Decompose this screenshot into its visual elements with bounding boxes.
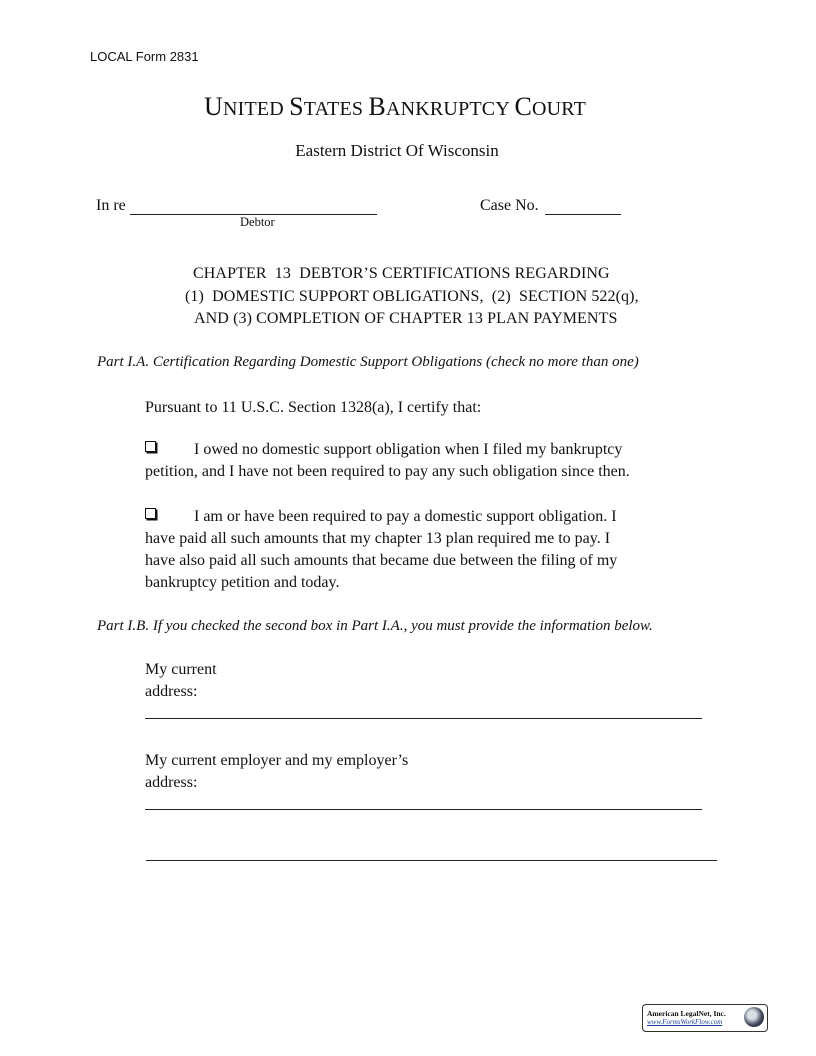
employer-address-field[interactable] xyxy=(145,809,702,810)
case-number-field[interactable] xyxy=(545,214,621,215)
option-dso-paid: I am or have been required to pay a domestic support obligation. I have paid all such amounts that my chapter 13 plan required me to pay. I have also paid all such amounts that became due between the filing of my bankruptcy petition and today. xyxy=(145,508,618,591)
badge-website-link[interactable]: www.FormsWorkFlow.com xyxy=(647,1018,723,1026)
globe-logo-icon xyxy=(744,1007,764,1027)
checkbox-dso-paid[interactable] xyxy=(145,508,156,519)
employer-address-field-2[interactable] xyxy=(146,860,717,861)
checkbox-no-dso[interactable] xyxy=(145,441,156,452)
badge-company: American LegalNet, Inc. xyxy=(647,1009,726,1018)
district-name: Eastern District Of Wisconsin xyxy=(295,141,499,160)
court-name: UNITED STATES BANKRUPTCY COURT xyxy=(203,92,587,121)
debtor-label: Debtor xyxy=(240,215,275,229)
part-1b-heading: Part I.B. If you checked the second box in Part I.A., you must provide the information below. xyxy=(97,618,653,634)
case-no-label: Case No. xyxy=(480,197,539,214)
american-legalnet-badge[interactable] xyxy=(642,1004,768,1032)
part-1a-heading: Part I.A. Certification Regarding Domestic Support Obligations (check no more than one) xyxy=(97,354,639,370)
form-title-line-1: CHAPTER 13 DEBTOR’S CERTIFICATIONS REGARDING xyxy=(193,265,610,282)
address-field[interactable] xyxy=(145,718,702,719)
option-no-dso: I owed no domestic support obligation when I filed my bankruptcy petition, and I have not been required to pay any such obligation since then. xyxy=(145,441,630,480)
address-label: My current address: xyxy=(145,661,217,700)
form-title-line-3: AND (3) COMPLETION OF CHAPTER 13 PLAN PAYMENTS xyxy=(194,310,618,327)
part-1a-intro: Pursuant to 11 U.S.C. Section 1328(a), I certify that: xyxy=(145,399,482,416)
employer-label: My current employer and my employer’s address: xyxy=(145,752,409,791)
form-number: LOCAL Form 2831 xyxy=(90,49,199,64)
in-re-label: In re xyxy=(96,197,126,214)
form-title-line-2: (1) DOMESTIC SUPPORT OBLIGATIONS, (2) SECTION 522(q), xyxy=(185,288,639,305)
